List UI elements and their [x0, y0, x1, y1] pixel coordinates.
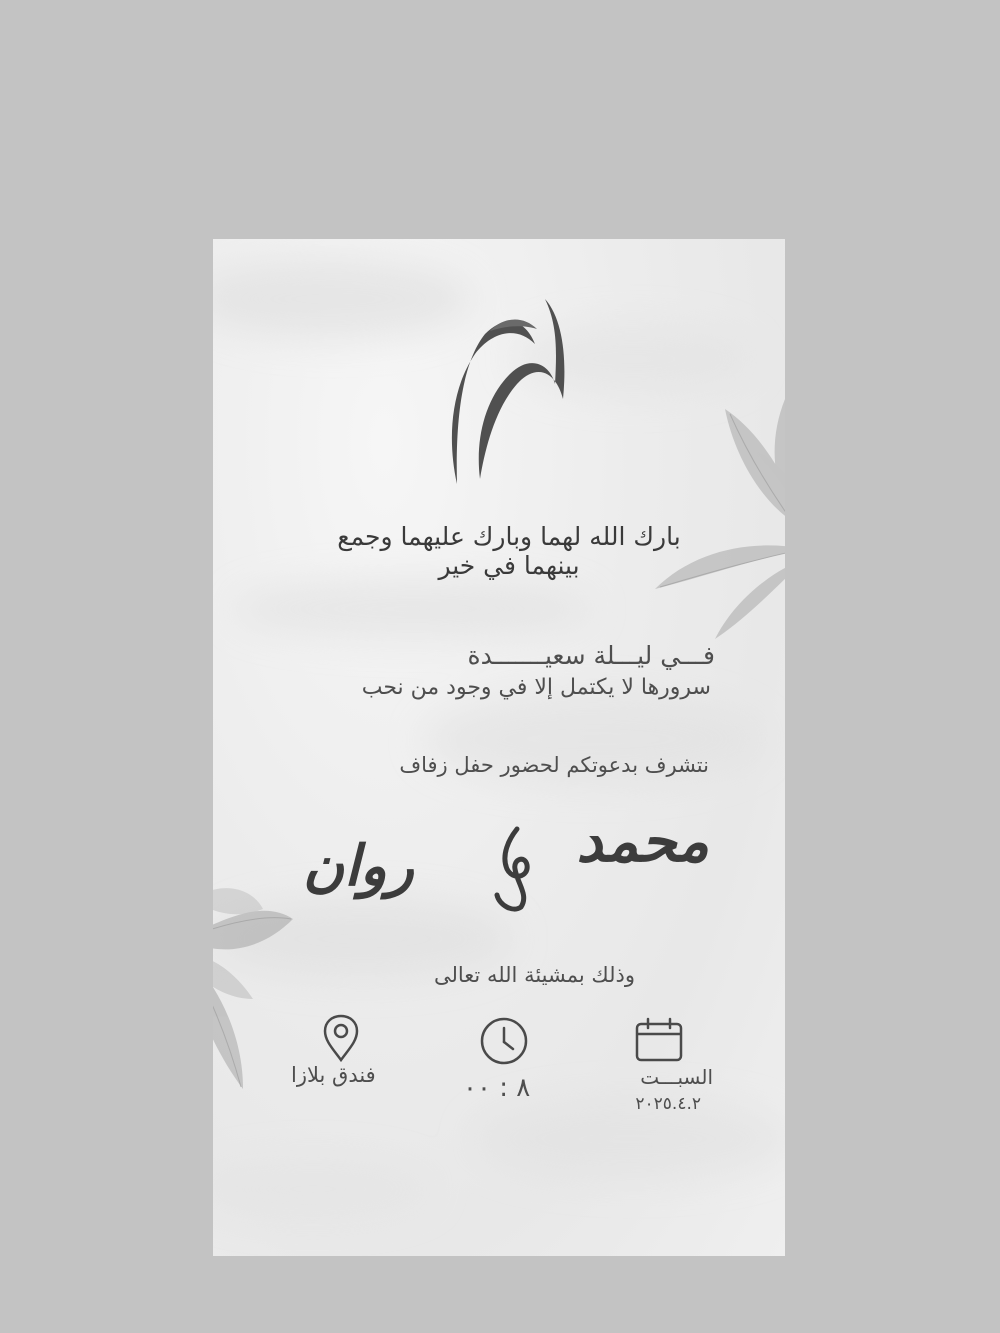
location-pin-icon: [321, 1013, 361, 1063]
event-date: ٢٠٢٥.٤.٢: [635, 1094, 701, 1114]
monogram-logo: [445, 289, 565, 489]
conjunction-ornament: [491, 825, 541, 915]
bride-name: روان: [303, 833, 414, 899]
blessing-calligraphy: [309, 514, 709, 584]
groom-name: محمد: [576, 807, 709, 875]
blessing-line: وذلك بمشيئة الله تعالى: [434, 963, 635, 987]
intro-line-2: سرورها لا يكتمل إلا في وجود من نحب: [361, 675, 711, 700]
verse-text: بارك الله لهما وبارك عليهما وجمع بينهما في خير: [337, 522, 681, 580]
invitation-card: [213, 239, 785, 1256]
calendar-icon: [634, 1017, 684, 1063]
intro-line-1: فـــي ليـــلة سعيـــــــدة: [467, 641, 715, 670]
clock-icon: [478, 1015, 530, 1067]
event-day: السبـــت: [640, 1065, 713, 1089]
conjunction-text: و: [516, 885, 517, 886]
invite-line: نتشرف بدعوتكم لحضور حفل زفاف: [399, 753, 709, 777]
event-venue: فندق بلازا: [291, 1063, 376, 1087]
event-time: ٨ : ٠٠: [463, 1073, 531, 1103]
